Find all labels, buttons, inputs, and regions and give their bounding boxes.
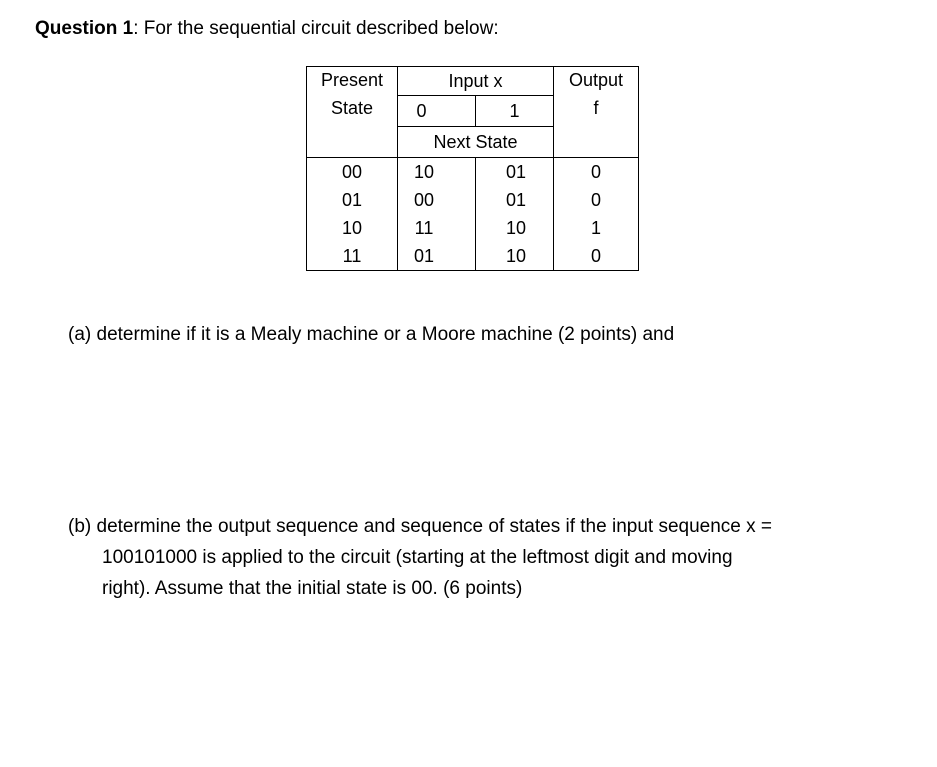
next-state-x0-cell: 11	[398, 214, 476, 242]
next-state-x1-cell: 10	[476, 214, 554, 242]
present-state-cell: 01	[307, 186, 398, 214]
output-header	[554, 67, 639, 158]
next-state-x0-cell: 10	[398, 158, 476, 187]
state-table	[306, 66, 639, 271]
present-state-cell: 11	[307, 242, 398, 271]
output-cell: 1	[554, 214, 639, 242]
table-row	[307, 214, 639, 242]
next-state-x0-cell: 00	[398, 186, 476, 214]
part-b-text	[68, 511, 772, 604]
table-row	[307, 186, 639, 214]
part-a-text: (a) determine if it is a Mealy machine or a Moore machine (2 points) and	[68, 324, 675, 345]
output-cell: 0	[554, 158, 639, 187]
part-b-line3: right). Assume that the initial state is 00. (6 points)	[102, 578, 523, 599]
present-state-cell: 10	[307, 214, 398, 242]
table-row	[307, 242, 639, 271]
part-b-line2: 100101000 is applied to the circuit (starting at the leftmost digit and moving	[102, 547, 733, 568]
present-state-header-line2: State	[330, 98, 374, 118]
input-header: Input x	[398, 67, 554, 96]
output-header-line1: Output	[568, 70, 624, 90]
output-header-line2: f	[593, 98, 599, 118]
next-state-x1-cell: 01	[476, 186, 554, 214]
question-label: Question 1	[35, 18, 134, 39]
output-cell: 0	[554, 242, 639, 271]
input-x0-header: 0	[398, 96, 476, 126]
question-heading	[35, 16, 499, 42]
input-x1-header: 1	[476, 96, 554, 126]
next-state-x1-cell: 01	[476, 158, 554, 187]
question-text: : For the sequential circuit described below:	[133, 18, 499, 39]
output-cell: 0	[554, 186, 639, 214]
present-state-header	[307, 67, 398, 158]
present-state-header-line1: Present	[320, 70, 384, 90]
next-state-header: Next State	[398, 126, 554, 157]
part-b-line1: (b) determine the output sequence and sequence of states if the input sequence x =	[68, 516, 773, 537]
next-state-x1-cell: 10	[476, 242, 554, 271]
next-state-x0-cell: 01	[398, 242, 476, 271]
present-state-cell: 00	[307, 158, 398, 187]
table-row	[307, 158, 639, 187]
